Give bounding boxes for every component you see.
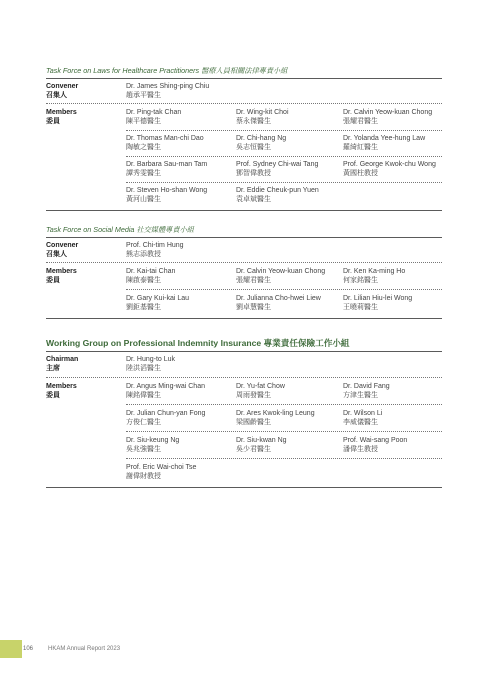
row-divider — [126, 431, 442, 432]
member-entry: Dr. Julianna Cho-hwei Liew 劉卓慧醫生 — [236, 295, 321, 312]
row-divider — [126, 156, 442, 157]
convener-label: Convener 召集人 — [46, 83, 79, 100]
member-entry: Prof. Sydney Chi-wai Tang 鄧智偉教授 — [236, 161, 319, 178]
member-entry: Prof. George Kwok-chu Wong 黃國柱教授 — [343, 161, 436, 178]
member-entry: Dr. Kai-tai Chan 陳啟泰醫生 — [126, 268, 176, 285]
member-entry: Dr. Steven Ho-shan Wong 黃河山醫生 — [126, 187, 208, 204]
section-rule — [46, 318, 442, 319]
convener-label: Convener 召集人 — [46, 242, 79, 259]
section-title: Task Force on Social Media 社交媒體專責小組 — [46, 225, 194, 234]
member-entry: Dr. Yu-fat Chow 周雨發醫生 — [236, 383, 285, 400]
member-entry: Prof. Wai-sang Poon 潘偉生教授 — [343, 437, 408, 454]
member-entry: Dr. Barbara Sau-man Tam 譚秀雯醫生 — [126, 161, 208, 178]
member-entry: Dr. Ares Kwok-ling Leung 梁國齡醫生 — [236, 410, 315, 427]
footer-report-title: HKAM Annual Report 2023 — [48, 646, 121, 652]
section-title: Task Force on Laws for Healthcare Practitioners 醫療人員相關法律專責小組 — [46, 66, 288, 75]
member-entry: Dr. Yolanda Yee-hung Law 羅綺紅醫生 — [343, 135, 426, 152]
member-entry: Dr. Chi-hang Ng 吳志恒醫生 — [236, 135, 287, 152]
footer-accent-bar — [0, 640, 22, 658]
member-entry: Dr. Ping-tak Chan 陳平德醫生 — [126, 109, 182, 126]
member-entry: Dr. Lilian Hiu-lei Wong 王曉莉醫生 — [343, 295, 413, 312]
section-rule — [46, 210, 442, 211]
section-rule — [46, 78, 442, 79]
row-divider — [46, 103, 442, 104]
member-entry: Dr. Wilson Li 李威儀醫生 — [343, 410, 383, 427]
member-entry: Dr. Siu-kwan Ng 吳少君醫生 — [236, 437, 287, 454]
row-divider — [46, 377, 442, 378]
section-rule — [46, 237, 442, 238]
row-divider — [46, 262, 442, 263]
section-title: Working Group on Professional Indemnity Insurance 專業責任保險工作小組 — [46, 338, 350, 348]
section-rule — [46, 487, 442, 488]
row-divider — [126, 130, 442, 131]
convener-name: Dr. James Shing-ping Chiu 趙承平醫生 — [126, 83, 210, 100]
members-label: Members 委員 — [46, 109, 77, 126]
member-entry: Dr. Angus Ming-wai Chan 陳銘偉醫生 — [126, 383, 205, 400]
member-entry: Dr. Calvin Yeow-kuan Chong 張耀君醫生 — [236, 268, 326, 285]
members-label: Members 委員 — [46, 383, 77, 400]
chairman-label: Chairman 主席 — [46, 356, 79, 373]
member-entry: Prof. Eric Wai-choi Tse 謝偉財教授 — [126, 464, 197, 481]
member-entry: Dr. David Fang 方津生醫生 — [343, 383, 390, 400]
member-entry: Dr. Calvin Yeow-kuan Chong 張耀君醫生 — [343, 109, 433, 126]
member-entry: Dr. Julian Chun-yan Fong 方俊仁醫生 — [126, 410, 206, 427]
member-entry: Dr. Eddie Cheuk-pun Yuen 袁卓斌醫生 — [236, 187, 319, 204]
row-divider — [126, 182, 442, 183]
member-entry: Dr. Siu-keung Ng 吳兆強醫生 — [126, 437, 180, 454]
members-label: Members 委員 — [46, 268, 77, 285]
member-entry: Dr. Ken Ka-ming Ho 何家銘醫生 — [343, 268, 406, 285]
row-divider — [126, 289, 442, 290]
page-number: 106 — [23, 646, 34, 652]
row-divider — [126, 404, 442, 405]
convener-name: Prof. Chi-tim Hung 熊志添教授 — [126, 242, 184, 259]
section-rule — [46, 351, 442, 352]
row-divider — [126, 458, 442, 459]
member-entry: Dr. Wing-kit Choi 蔡永傑醫生 — [236, 109, 289, 126]
chairman-name: Dr. Hung-to Luk 陸洪滔醫生 — [126, 356, 176, 373]
member-entry: Dr. Gary Kui-kai Lau 劉鉅基醫生 — [126, 295, 190, 312]
member-entry: Dr. Thomas Man-chi Dao 陶敏之醫生 — [126, 135, 204, 152]
